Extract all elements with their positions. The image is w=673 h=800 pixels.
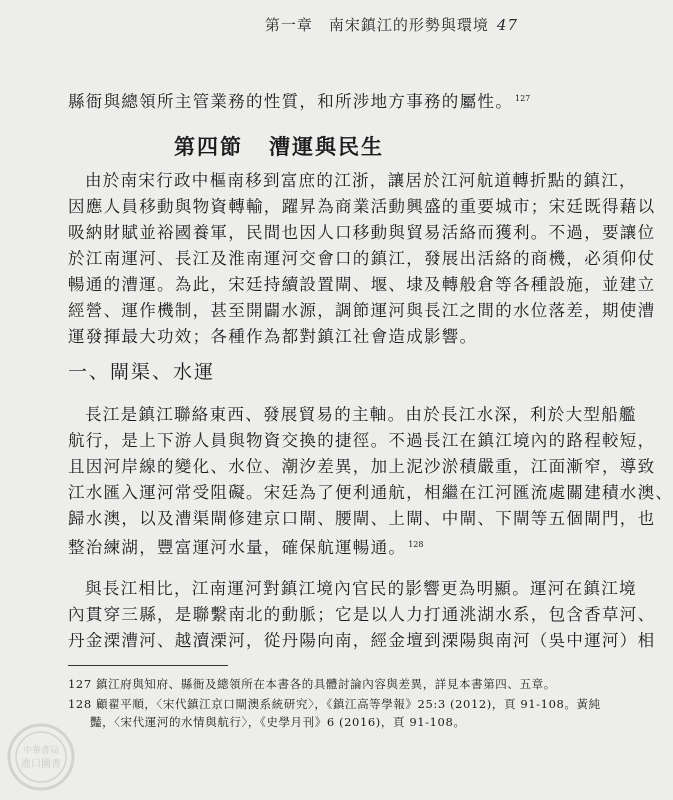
- para2-line: 歸水澳，以及漕渠閘修建京口閘、腰閘、上閘、中閘、下閘等五個閘門，也: [68, 509, 656, 528]
- footnote-text: 鎮江府與知府、縣衙及總領所在本書各的具體討論內容與差異，詳見本書第四、五章。: [96, 677, 556, 691]
- para3-line: 丹金溧漕河、越瀆溧河，從丹陽向南，經金壇到溧陽與南河（吳中運河）相: [68, 631, 656, 650]
- intro-line: [68, 89, 531, 112]
- para1-line: 於江南運河、長江及淮南運河交會口的鎮江，發展出活絡的商機，必須仰仗: [68, 249, 656, 268]
- para2-line-last: [68, 535, 508, 558]
- para1-line: 吸納財賦並裕國養軍，民間也因人口移動與貿易活絡而獲利。不過，要讓位: [68, 223, 656, 242]
- para3-line: 內貫穿三縣，是聯繫南北的動脈；它是以人力打通洮湖水系，包含香草河、: [68, 605, 656, 624]
- footnote-128-continued: 豔，〈宋代運河的水情與航行〉，《史學月刊》6 (2016)，頁 91-108。: [90, 715, 466, 729]
- para2-line: 且因河岸線的變化、水位、潮汐差異，加上泥沙淤積嚴重，江面漸窄，導致: [68, 457, 656, 476]
- para1-line: 由於南宋行政中樞南移到富庶的江浙，讓居於江河航道轉折點的鎮江，: [85, 171, 637, 190]
- footnote-number: 128: [68, 697, 92, 711]
- para2-line: 長江是鎮江聯絡東西、發展貿易的主軸。由於長江水深，利於大型船艦: [85, 405, 637, 424]
- footnote-text: 顧翟平順，〈宋代鎮江京口閘澳系統研究〉，《鎮江高等學報》25:3 (2012)，頁 91-108。黃純: [96, 697, 601, 711]
- para1-line: 暢通的漕運。為此，宋廷持續設置閘、堰、埭及轉般倉等各種設施，並建立: [68, 275, 656, 294]
- chapter-title: 第一章 南宋鎮江的形勢與環境: [264, 16, 489, 34]
- section-title: 漕運與民生: [269, 134, 384, 159]
- footnote-number: 127: [68, 677, 92, 691]
- stamp-line2: 進口圖書: [21, 759, 61, 770]
- running-header: [265, 14, 518, 35]
- page-number: 47: [496, 16, 518, 34]
- section-heading: [0, 131, 558, 161]
- footnote-divider: [68, 665, 228, 666]
- footnote-ref-127: 127: [515, 94, 531, 103]
- footnote-128: [68, 697, 601, 712]
- bookstore-stamp-logo: [6, 722, 76, 792]
- para1-line: 運發揮最大功效；各種作為都對鎮江社會造成影響。: [68, 327, 478, 346]
- para1-line: 經營、運作機制，甚至開闢水源，調節運河與長江之間的水位落差，期使漕: [68, 301, 656, 320]
- intro-text: 縣衙與總領所主管業務的性質，和所涉地方事務的屬性。: [68, 92, 513, 111]
- para2-line: 江水匯入運河常受阻礙。宋廷為了便利通航，相繼在江河匯流處關建積水澳、: [68, 483, 673, 502]
- stamp-line1: 中華書局: [22, 746, 60, 756]
- para3-line: 與長江相比，江南運河對鎮江境內官民的影響更為明顯。運河在鎮江境: [85, 579, 637, 598]
- para2-text: 整治練湖，豐富運河水量，確保航運暢通。: [68, 538, 407, 557]
- para1-line: 因應人員移動與物資轉輸，躍昇為商業活動興盛的重要城市；宋廷既得藉以: [68, 197, 656, 216]
- footnote-127: [68, 677, 556, 692]
- para2-line: 航行，是上下游人員與物資交換的捷徑。不過長江在鎮江境內的路程較短，: [68, 431, 656, 450]
- section-number: 第四節: [174, 134, 243, 159]
- footnote-ref-128: 128: [408, 540, 424, 549]
- subsection-heading: 一、閘渠、水運: [68, 361, 216, 383]
